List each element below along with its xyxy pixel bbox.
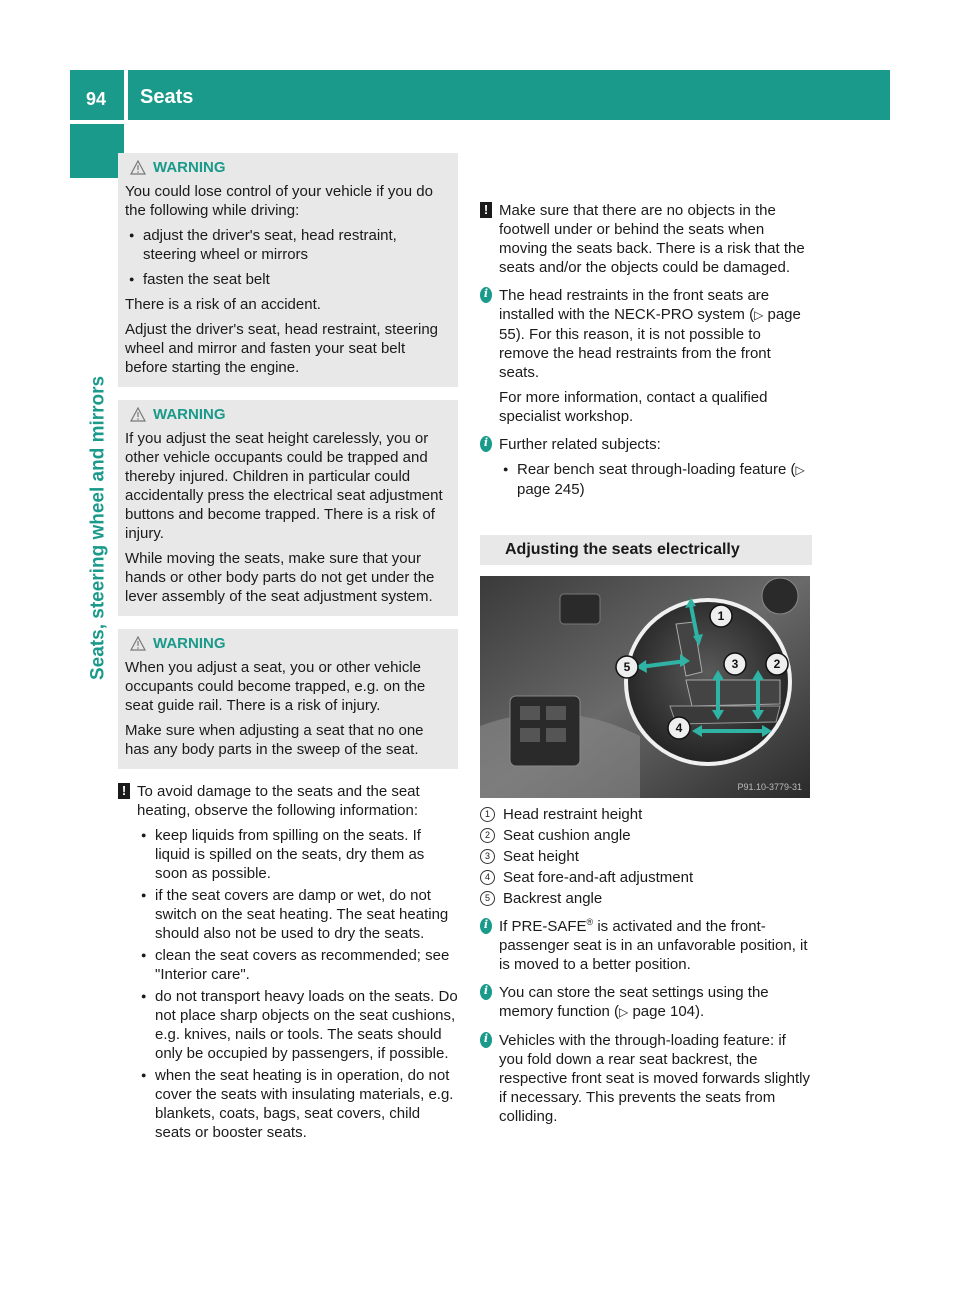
info-note: i You can store the seat settings using the memory function (▷ page 104). [480,983,812,1022]
list-item: ● do not transport heavy loads on the seats. Do not place sharp objects on the seat cushions, e.g. knives, nails or tools. The seats should only be occupied by passengers, if possible. [137,987,458,1063]
warning-title: WARNING [153,406,226,423]
warning-text: Make sure when adjusting a seat that no one has any body parts in the sweep of the seat. [125,722,424,758]
section-heading: Adjusting the seats electrically [480,535,812,565]
info-note [480,435,812,499]
caution-note [480,201,812,277]
warning-text: You could lose control of your vehicle if you do the following while driving: [125,183,433,219]
page-number-box [70,70,124,120]
legend-list [480,804,812,909]
warning-box-1 [118,153,458,387]
warning-text: Adjust the driver's seat, head restraint, steering wheel and mirror and fasten your seat belt before starting the engine. [125,321,439,376]
warning-box-2 [118,400,458,616]
note-text: To avoid damage to the seats and the seat heating, observe the following information: [137,783,420,819]
legend-item: 4 Seat fore-and-aft adjustment [480,867,812,888]
left-column [118,153,458,1151]
seat-adjust-illustration [480,576,810,798]
side-tab [70,124,124,178]
page-ref-link[interactable]: page 55 [499,306,801,343]
callout-4-label: 4 [675,721,683,735]
number-circle-icon: 3 [480,849,495,864]
info-icon: i [480,436,492,452]
info-icon: i [480,1032,492,1048]
list-item: ● keep liquids from spilling on the seats. If liquid is spilled on the seats, dry them as soon as possible. [137,826,458,883]
page-ref-arrow-icon: ▷ [795,463,805,477]
list-item: ● if the seat covers are damp or wet, do not switch on the seat heating. The seat heating should also not be used to dry the seats. [137,886,458,943]
callout-5-label: 5 [623,660,631,674]
info-icon: i [480,287,492,303]
warning-text: When you adjust a seat, you or other vehicle occupants could become trapped, e.g. on the seat guide rail. There is a risk of injury. [125,659,426,714]
legend-item: 2 Seat cushion angle [480,825,812,846]
list-item: ● Rear bench seat through-loading feature (▷ page 245) [499,460,812,499]
warning-title: WARNING [153,159,226,176]
exclamation-icon: ! [480,202,492,218]
warning-text: While moving the seats, make sure that your hands or other body parts do not get under the lever assembly of the seat adjustment system. [125,550,435,605]
info-icon: i [480,984,492,1000]
header-bar [128,70,890,120]
callout-3-label: 3 [731,657,739,671]
callout-2-label: 2 [773,657,781,671]
list-item: ● when the seat heating is in operation, do not cover the seats with insulating materials, e.g. blankets, coats, bags, seat covers, child seats or booster seats. [137,1066,458,1142]
seat-controls-photo [480,576,810,798]
number-circle-icon: 2 [480,828,495,843]
warning-title: WARNING [153,635,226,652]
page-ref-arrow-icon: ▷ [619,1005,629,1019]
warning-triangle-icon [130,636,146,651]
info-note [480,1031,812,1126]
warning-text: If you adjust the seat height carelessly, you or other vehicle occupants could be trapped and thereby injured. Children in particular could accidentally press the electrical seat adjustment buttons and become trapped. There is a risk of injury. [125,430,443,542]
list-item: ● clean the seat covers as recommended; see "Interior care". [137,946,458,984]
page-number: 94 [86,89,107,109]
page-ref-link[interactable]: page 245 [517,481,580,498]
caution-note [118,782,458,1142]
legend-item: 5 Backrest angle [480,888,812,909]
note-text: Make sure that there are no objects in the footwell under or behind the seats when moving the seats back. There is a risk that the seats and/or the objects could be damaged. [499,202,805,276]
warning-triangle-icon [130,407,146,422]
page-ref-link[interactable]: page 104 [632,1003,696,1020]
callout-1-label: 1 [717,609,725,623]
warning-triangle-icon [130,160,146,175]
number-circle-icon: 5 [480,891,495,906]
legend-item: 1 Head restraint height [480,804,812,825]
note-text: For more information, contact a qualified specialist workshop. [499,389,768,425]
exclamation-icon: ! [118,783,130,799]
chapter-title: Seats, steering wheel and mirrors [87,375,109,680]
info-icon: i [480,918,492,934]
page-ref-arrow-icon: ▷ [754,308,764,322]
list-item: ● adjust the driver's seat, head restraint, steering wheel or mirrors [125,226,451,264]
info-note: i If PRE-SAFE® is activated and the front-passenger seat is in an unfavorable position, it is moved to a better position. [480,917,812,974]
note-text: Vehicles with the through-loading feature: if you fold down a rear seat backrest, the respective front seat is moved forwards slightly if necessary. This prevents the seats from colliding. [499,1032,810,1125]
warning-text: There is a risk of an accident. [125,296,321,313]
number-circle-icon: 4 [480,870,495,885]
warning-box-3 [118,629,458,769]
photo-code: P91.10-3779-31 [737,782,802,792]
legend-item: 3 Seat height [480,846,812,867]
list-item: ● fasten the seat belt [125,270,451,289]
right-column [480,153,812,1135]
info-note: i The head restraints in the front seats are installed with the NECK-PRO system (▷ page 55). For this reason, it is not possible to remove the head restraints from the front seats. For more information, contact a qualified specialist workshop. [480,286,812,426]
number-circle-icon: 1 [480,807,495,822]
note-text: Further related subjects: [499,436,661,453]
page-title: Seats [140,86,194,108]
